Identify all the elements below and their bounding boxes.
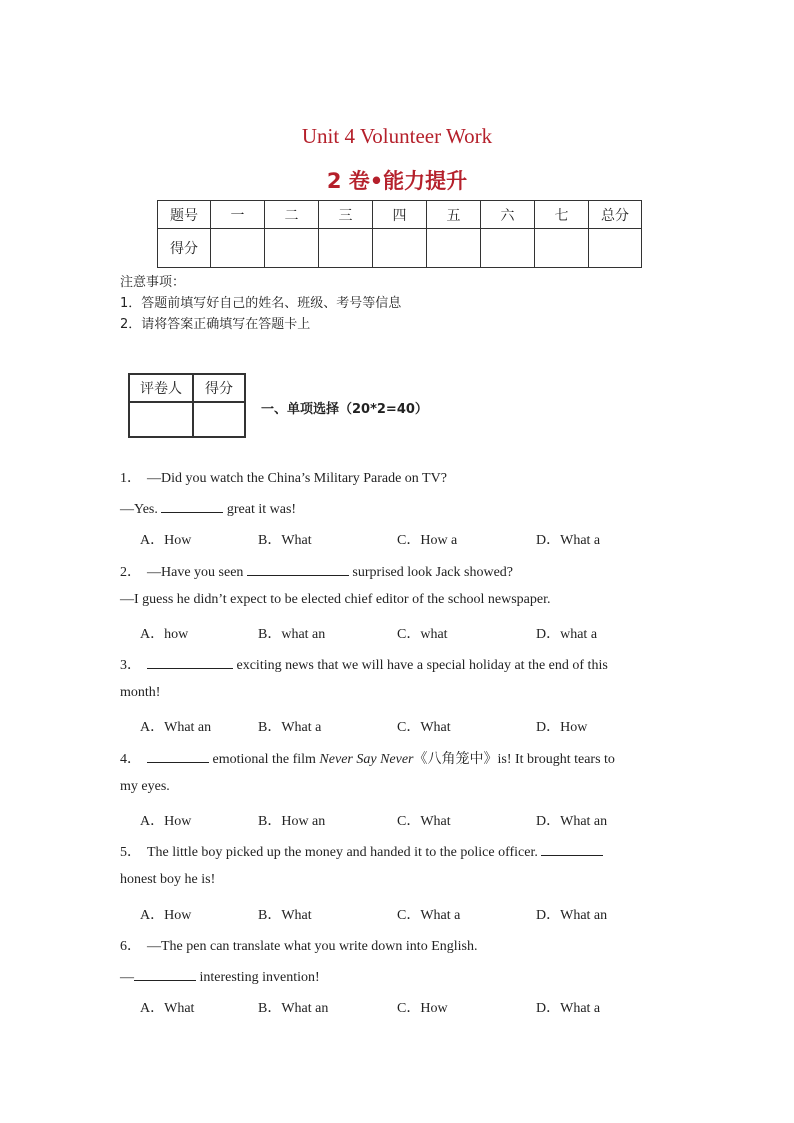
grader-score-cell[interactable] [193, 402, 245, 437]
score-cell[interactable] [481, 229, 535, 268]
option-a[interactable]: A．What [140, 1001, 195, 1016]
grader-table [128, 373, 246, 438]
question-2-line-1 [120, 561, 513, 581]
grader-header: 评卷人 [129, 374, 193, 402]
answer-blank[interactable] [147, 748, 209, 763]
question-text: The little boy picked up the money and handed it to the police officer. [147, 845, 538, 860]
answer-blank[interactable] [147, 654, 233, 669]
option-d[interactable]: D．What an [536, 908, 608, 923]
option-a[interactable]: A．How [140, 908, 192, 923]
question-text: interesting invention! [199, 970, 320, 985]
question-text: 《八角笼中》is! It brought tears to [413, 752, 615, 767]
notes-item: 2．请将答案正确填写在答题卡上 [120, 317, 311, 332]
question-1-line-2 [120, 498, 296, 518]
question-6-line-2 [120, 966, 320, 986]
option-c[interactable]: C．What a [397, 908, 461, 923]
film-title: Never Say Never [319, 752, 414, 767]
score-header-cell: 五 [427, 201, 481, 229]
answer-blank[interactable] [161, 498, 223, 513]
option-a[interactable]: A．how [140, 627, 189, 642]
option-d[interactable]: D．What an [536, 814, 608, 829]
option-c[interactable]: C．what [397, 627, 448, 642]
score-header-cell: 题号 [158, 201, 211, 229]
question-4-line-1 [120, 748, 615, 768]
question-number: 6． [120, 939, 141, 954]
question-3-line-1 [120, 654, 608, 674]
score-cell[interactable] [427, 229, 481, 268]
question-5-line-2: honest boy he is! [120, 872, 216, 887]
question-text: exciting news that we will have a special holiday at the end of this [236, 658, 608, 673]
question-text: —Have you seen [147, 565, 244, 580]
option-d[interactable]: D．What a [536, 533, 601, 548]
score-header-cell: 一 [211, 201, 265, 229]
page-subtitle: 2 卷•能力提升 [326, 169, 468, 193]
score-row-label: 得分 [158, 229, 211, 268]
option-a[interactable]: A．How [140, 533, 192, 548]
grader-score-header: 得分 [193, 374, 245, 402]
score-header-cell: 三 [319, 201, 373, 229]
question-text: surprised look Jack showed? [352, 565, 513, 580]
score-cell[interactable] [535, 229, 589, 268]
score-cell[interactable] [589, 229, 642, 268]
question-6-line-1 [120, 935, 477, 955]
option-d[interactable]: D．How [536, 720, 588, 735]
question-2-line-2: —I guess he didn’t expect to be elected chief editor of the school newspaper. [120, 592, 551, 607]
grader-cell[interactable] [129, 402, 193, 437]
question-text: emotional the film [212, 752, 316, 767]
option-b[interactable]: B．What an [258, 1001, 329, 1016]
option-c[interactable]: C．What [397, 814, 451, 829]
question-3-line-2: month! [120, 685, 161, 700]
score-cell[interactable] [265, 229, 319, 268]
score-cell[interactable] [319, 229, 373, 268]
answer-blank[interactable] [134, 966, 196, 981]
score-header-cell: 六 [481, 201, 535, 229]
option-b[interactable]: B．How an [258, 814, 326, 829]
score-header-cell: 四 [373, 201, 427, 229]
score-header-cell: 总分 [589, 201, 642, 229]
section-heading: 一、单项选择（20*2=40） [261, 402, 428, 417]
question-text: —The pen can translate what you write down into English. [147, 939, 478, 954]
option-d[interactable]: D．What a [536, 1001, 601, 1016]
question-4-line-2: my eyes. [120, 779, 170, 794]
option-c[interactable]: C．What [397, 720, 451, 735]
score-table [157, 200, 642, 268]
question-number: 1． [120, 471, 141, 486]
question-text: great it was! [226, 502, 297, 517]
question-text: —Yes. [120, 502, 158, 517]
notes [120, 272, 401, 335]
score-table-score-row [158, 229, 642, 268]
option-b[interactable]: B．what an [258, 627, 326, 642]
score-cell[interactable] [211, 229, 265, 268]
option-b[interactable]: B．What [258, 533, 312, 548]
question-number: 4． [120, 752, 141, 767]
notes-item: 1．答题前填写好自己的姓名、班级、考号等信息 [120, 296, 402, 311]
option-a[interactable]: A．What an [140, 720, 212, 735]
question-number: 3． [120, 658, 141, 673]
question-text: —Did you watch the China’s Military Parade on TV? [147, 471, 447, 486]
question-text: — [120, 970, 134, 985]
option-c[interactable]: C．How [397, 1001, 448, 1016]
answer-blank[interactable] [541, 841, 603, 856]
option-b[interactable]: B．What [258, 908, 312, 923]
score-table-header-row [158, 201, 642, 229]
score-header-cell: 二 [265, 201, 319, 229]
option-a[interactable]: A．How [140, 814, 192, 829]
question-number: 5． [120, 845, 141, 860]
notes-heading: 注意事项： [120, 275, 186, 290]
score-cell[interactable] [373, 229, 427, 268]
question-1-line-1 [120, 467, 447, 487]
option-d[interactable]: D．what a [536, 627, 598, 642]
page-title: Unit 4 Volunteer Work [301, 124, 493, 148]
question-5-line-1 [120, 841, 603, 861]
answer-blank[interactable] [247, 561, 349, 576]
option-c[interactable]: C．How a [397, 533, 458, 548]
option-b[interactable]: B．What a [258, 720, 322, 735]
question-number: 2． [120, 565, 141, 580]
score-header-cell: 七 [535, 201, 589, 229]
